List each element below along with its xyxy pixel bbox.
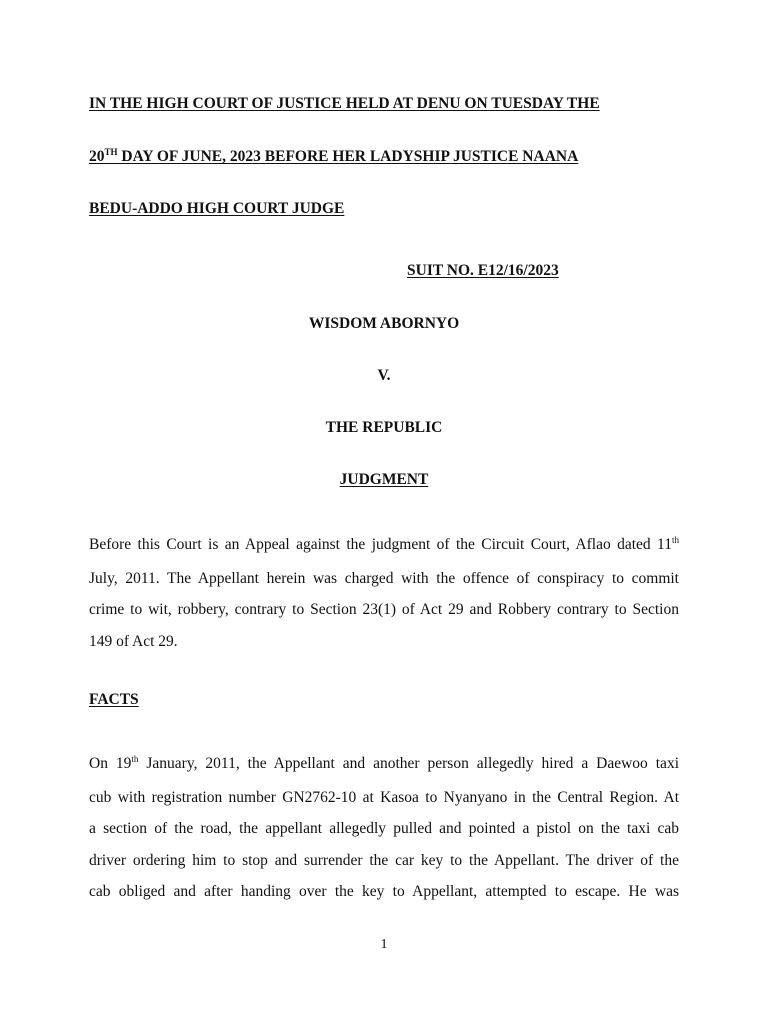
hearing-day: 20 xyxy=(89,148,105,165)
facts-heading-text: FACTS xyxy=(89,691,139,708)
versus-text: V. xyxy=(377,367,391,384)
court-header-line-1 xyxy=(89,94,600,114)
hearing-day-ordinal: TH xyxy=(104,147,118,157)
page-number-text: 1 xyxy=(380,937,388,952)
facts-line-1-start: On 19 xyxy=(89,755,132,772)
facts-paragraph-line-1 xyxy=(89,748,679,782)
facts-line-1-rest: January, 2011, the Appellant and another person allegedly hired a Daewoo taxi xyxy=(138,755,679,772)
respondent-name xyxy=(0,418,768,438)
facts-line-1-ordinal: th xyxy=(131,754,139,764)
intro-line-1-ordinal: th xyxy=(671,535,679,545)
page-number xyxy=(0,937,768,953)
facts-paragraph-line-2: cub with registration number GN2762-10 at Kasoa to Nyanyano in the Central Region. At xyxy=(89,788,679,806)
judgment-heading-text: JUDGMENT xyxy=(339,471,429,488)
court-header-line-2-text: DAY OF JUNE, 2023 BEFORE HER LADYSHIP JUSTICE NAANA xyxy=(117,148,579,165)
intro-paragraph xyxy=(89,529,679,657)
facts-paragraph xyxy=(89,748,679,908)
versus-label xyxy=(0,366,768,386)
court-header-line-3 xyxy=(89,199,344,219)
appellant-name-text: WISDOM ABORNYO xyxy=(308,315,460,332)
suit-number-text: SUIT NO. E12/16/2023 xyxy=(407,262,559,279)
appellant-name xyxy=(0,314,768,334)
suit-number xyxy=(407,261,559,281)
intro-paragraph-line-4: 149 of Act 29. xyxy=(89,632,178,650)
intro-line-1-text: Before this Court is an Appeal against the judgment of the Circuit Court, Aflao dated 11 xyxy=(89,536,672,553)
intro-paragraph-line-2: July, 2011. The Appellant herein was charged with the offence of conspiracy to commit xyxy=(89,569,679,587)
intro-paragraph-line-1 xyxy=(89,529,679,563)
intro-paragraph-line-3: crime to wit, robbery, contrary to Section 23(1) of Act 29 and Robbery contrary to Section xyxy=(89,601,679,618)
facts-paragraph-line-4: driver ordering him to stop and surrender the car key to the Appellant. The driver of the xyxy=(89,851,679,869)
facts-paragraph-line-5: cab obliged and after handing over the key to Appellant, attempted to escape. He was xyxy=(89,883,679,900)
judgment-heading xyxy=(0,470,768,490)
court-header-line-1-text: IN THE HIGH COURT OF JUSTICE HELD AT DENU ON TUESDAY THE xyxy=(89,95,600,112)
facts-heading xyxy=(89,690,139,710)
court-header-line-3-text: BEDU-ADDO HIGH COURT JUDGE xyxy=(89,200,345,217)
facts-paragraph-line-3: a section of the road, the appellant allegedly pulled and pointed a pistol on the taxi cab xyxy=(89,820,679,837)
court-header-line-2 xyxy=(89,147,578,168)
respondent-name-text: THE REPUBLIC xyxy=(325,419,443,436)
